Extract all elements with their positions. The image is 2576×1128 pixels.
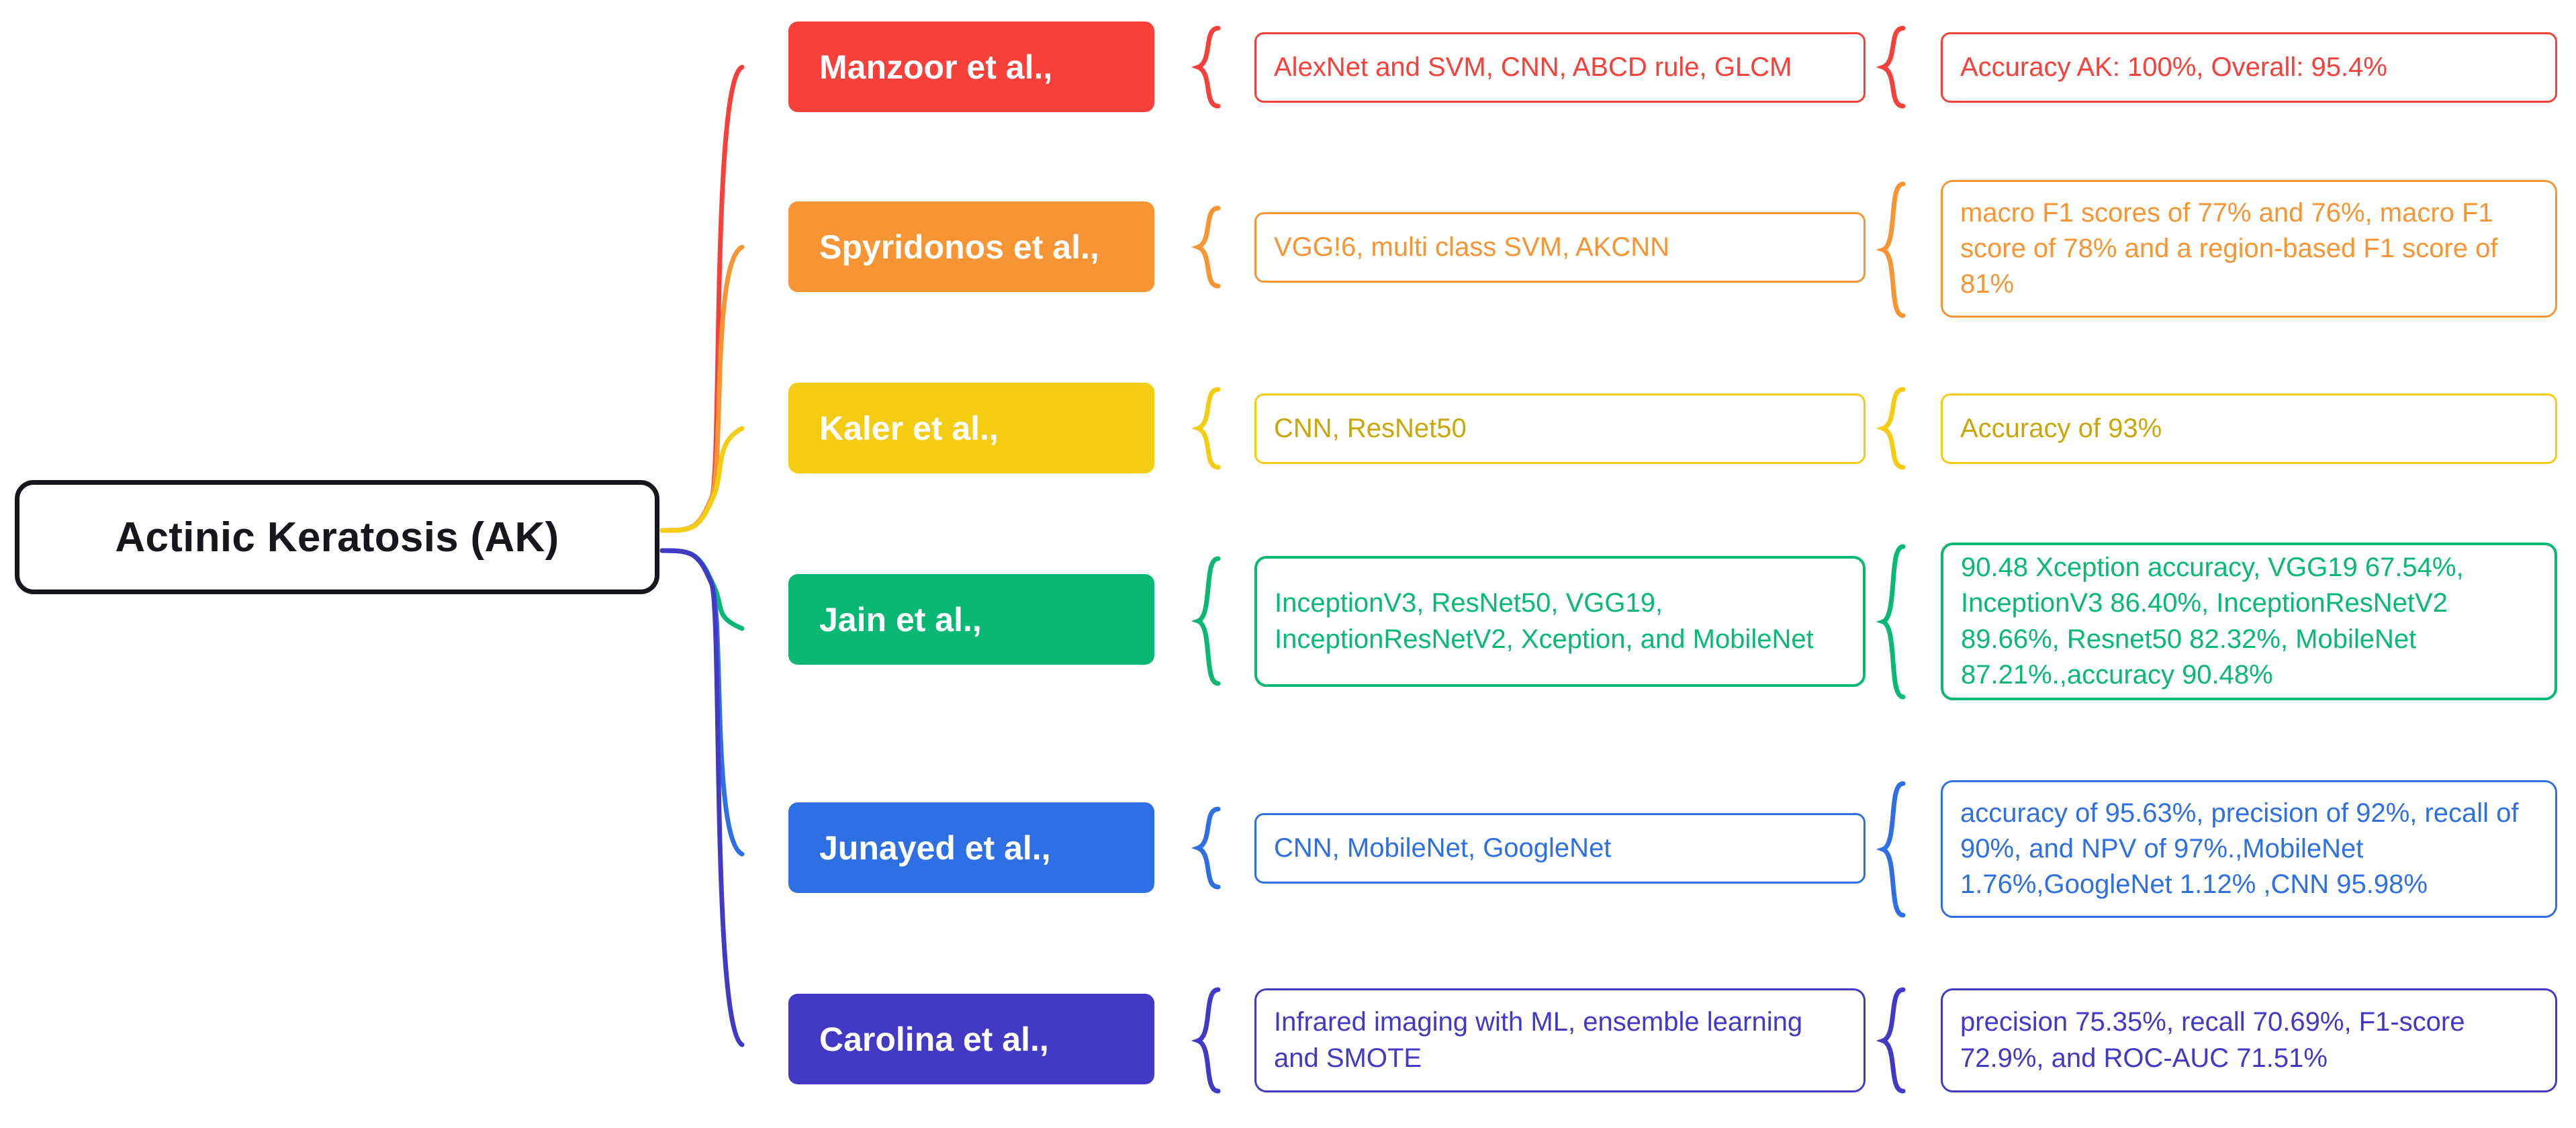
methods-box-junayed bbox=[1254, 813, 1866, 884]
methods-box-manzoor bbox=[1254, 32, 1866, 103]
root-node bbox=[15, 480, 659, 594]
topic-manzoor[interactable] bbox=[788, 21, 1154, 112]
results-box-manzoor bbox=[1941, 32, 2557, 103]
topic-jain[interactable] bbox=[788, 574, 1154, 665]
methods-text-carolina: Infrared imaging with ML, ensemble learning and SMOTE bbox=[1274, 1007, 1803, 1073]
brace-manzoor-methods bbox=[1195, 27, 1222, 107]
topic-manzoor-label: Manzoor et al., bbox=[819, 48, 1053, 86]
brace-manzoor-results bbox=[1880, 27, 1907, 107]
results-box-junayed bbox=[1941, 780, 2557, 918]
topic-junayed-label: Junayed et al., bbox=[819, 829, 1051, 867]
results-text-junayed: accuracy of 95.63%, precision of 92%, recall of 90%, and NPV of 97%.,MobileNet 1.76%,GoogleNet 1.12% ,CNN 95.98% bbox=[1960, 798, 2519, 900]
topic-spyridonos-label: Spyridonos et al., bbox=[819, 228, 1099, 266]
brace-jain-results bbox=[1880, 545, 1907, 698]
topic-kaler[interactable] bbox=[788, 383, 1154, 473]
brace-carolina-methods bbox=[1195, 988, 1222, 1092]
methods-text-manzoor: AlexNet and SVM, CNN, ABCD rule, GLCM bbox=[1274, 52, 1792, 82]
results-box-spyridonos bbox=[1941, 180, 2557, 318]
brace-kaler-methods bbox=[1195, 388, 1222, 469]
results-box-carolina bbox=[1941, 988, 2557, 1092]
results-text-carolina: precision 75.35%, recall 70.69%, F1-score 72.9%, and ROC-AUC 71.51% bbox=[1960, 1007, 2465, 1073]
results-text-jain: 90.48 Xception accuracy, VGG19 67.54%, InceptionV3 86.40%, InceptionResNetV2 89.66%, Resnet50 82.32%, MobileNet 87.21%.,accuracy 90.48% bbox=[1961, 553, 2464, 690]
brace-spyridonos-methods bbox=[1195, 207, 1222, 287]
root-node-label: Actinic Keratosis (AK) bbox=[115, 514, 559, 561]
results-box-kaler bbox=[1941, 393, 2557, 464]
results-text-kaler: Accuracy of 93% bbox=[1960, 413, 2162, 443]
methods-text-spyridonos: VGG!6, multi class SVM, AKCNN bbox=[1274, 232, 1670, 262]
topic-junayed[interactable] bbox=[788, 802, 1154, 893]
brace-jain-methods bbox=[1195, 557, 1222, 685]
methods-text-jain: InceptionV3, ResNet50, VGG19, InceptionResNetV2, Xception, and MobileNet bbox=[1275, 588, 1814, 654]
topic-carolina-label: Carolina et al., bbox=[819, 1020, 1049, 1058]
methods-box-jain bbox=[1254, 556, 1866, 687]
methods-box-kaler bbox=[1254, 393, 1866, 464]
results-box-jain bbox=[1941, 543, 2557, 700]
results-text-manzoor: Accuracy AK: 100%, Overall: 95.4% bbox=[1960, 52, 2387, 82]
methods-box-carolina bbox=[1254, 988, 1866, 1092]
brace-spyridonos-results bbox=[1880, 183, 1907, 317]
brace-kaler-results bbox=[1880, 388, 1907, 469]
brace-junayed-methods bbox=[1195, 808, 1222, 888]
methods-box-spyridonos bbox=[1254, 212, 1866, 283]
results-text-spyridonos: macro F1 scores of 77% and 76%, macro F1 score of 78% and a region-based F1 score of 81% bbox=[1960, 197, 2498, 299]
topic-jain-label: Jain et al., bbox=[819, 600, 982, 639]
topic-carolina[interactable] bbox=[788, 994, 1154, 1084]
methods-text-junayed: CNN, MobileNet, GoogleNet bbox=[1274, 833, 1612, 863]
brace-carolina-results bbox=[1880, 988, 1907, 1092]
methods-text-kaler: CNN, ResNet50 bbox=[1274, 413, 1467, 443]
brace-junayed-results bbox=[1880, 782, 1907, 916]
topic-kaler-label: Kaler et al., bbox=[819, 409, 999, 447]
topic-spyridonos[interactable] bbox=[788, 201, 1154, 292]
